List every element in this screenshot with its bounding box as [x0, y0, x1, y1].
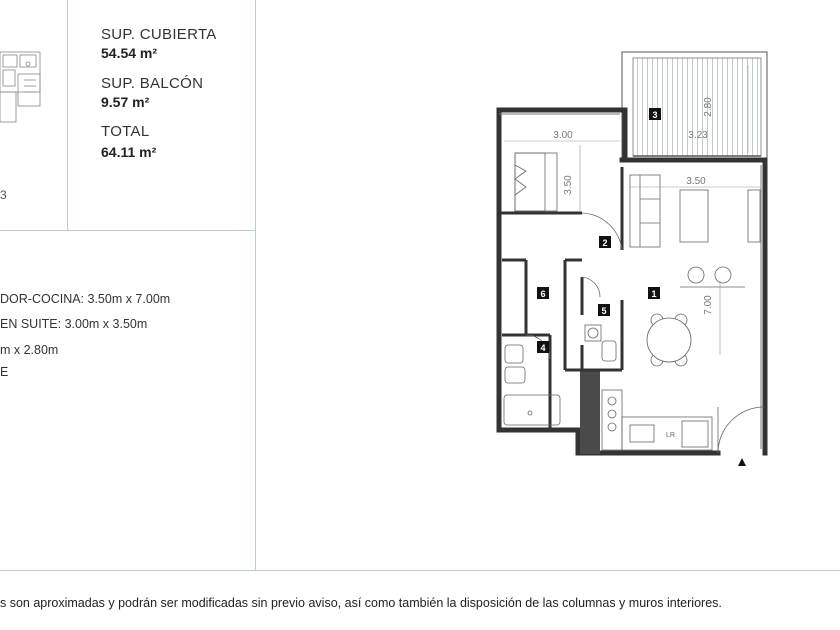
balcony-area-label: SUP. BALCÓN	[101, 75, 204, 92]
svg-text:6: 6	[540, 289, 546, 299]
divider-vertical-left	[67, 0, 68, 230]
dimension-balcony-width: 3.23	[688, 130, 708, 141]
covered-area-value: 54.54 m²	[101, 45, 158, 61]
floor-plan	[490, 45, 775, 470]
svg-text:1: 1	[651, 289, 657, 299]
room-tag-4	[537, 341, 549, 353]
svg-text:3: 3	[652, 110, 658, 120]
total-area-label: TOTAL	[101, 123, 150, 140]
room-tag-2	[599, 236, 611, 248]
dimension-living-depth: 7.00	[703, 295, 714, 315]
bed	[515, 153, 557, 211]
covered-area-label: SUP. CUBIERTA	[101, 26, 217, 43]
dimension-balcony-depth: 2.80	[703, 97, 714, 117]
entrance-arrow-icon	[738, 458, 746, 466]
svg-text:5: 5	[601, 306, 607, 316]
dimension-bedroom-width: 3.00	[553, 130, 573, 141]
structural-column	[580, 370, 600, 454]
key-plan-label: 3	[0, 188, 7, 202]
dimension-living-width: 3.50	[686, 176, 706, 187]
dimension-bedroom-depth: 3.50	[563, 175, 574, 195]
kitchen-counter	[602, 390, 712, 450]
tv-unit	[748, 190, 760, 242]
balcony-area-value: 9.57 m²	[101, 94, 150, 110]
disclaimer-text: s son aproximadas y podrán ser modificadas sin previo aviso, así como también la disposición de las columnas y muros interiores.	[0, 596, 722, 610]
coffee-table	[680, 190, 708, 242]
room-list-item: m x 2.80m	[0, 343, 59, 357]
divider-horizontal-mid	[0, 230, 256, 231]
room-list-item: E	[0, 365, 9, 379]
divider-horizontal-bottom	[0, 570, 840, 571]
svg-text:4: 4	[540, 343, 546, 353]
laundry-label: LR	[666, 432, 675, 439]
svg-text:2: 2	[602, 238, 608, 248]
key-plan-thumbnail	[0, 46, 48, 128]
balcony	[622, 52, 767, 160]
total-area-value: 64.11 m²	[101, 144, 157, 160]
room-tag-5	[598, 304, 610, 316]
dining-table	[647, 314, 691, 366]
room-tag-6	[537, 287, 549, 299]
divider-vertical-right	[255, 0, 256, 570]
room-tag-1	[648, 287, 660, 299]
room-list-item: EN SUITE: 3.00m x 3.50m	[0, 317, 148, 331]
sofa	[630, 175, 660, 247]
room-tag-3	[649, 108, 661, 120]
room-list-item: DOR-COCINA: 3.50m x 7.00m	[0, 292, 171, 306]
